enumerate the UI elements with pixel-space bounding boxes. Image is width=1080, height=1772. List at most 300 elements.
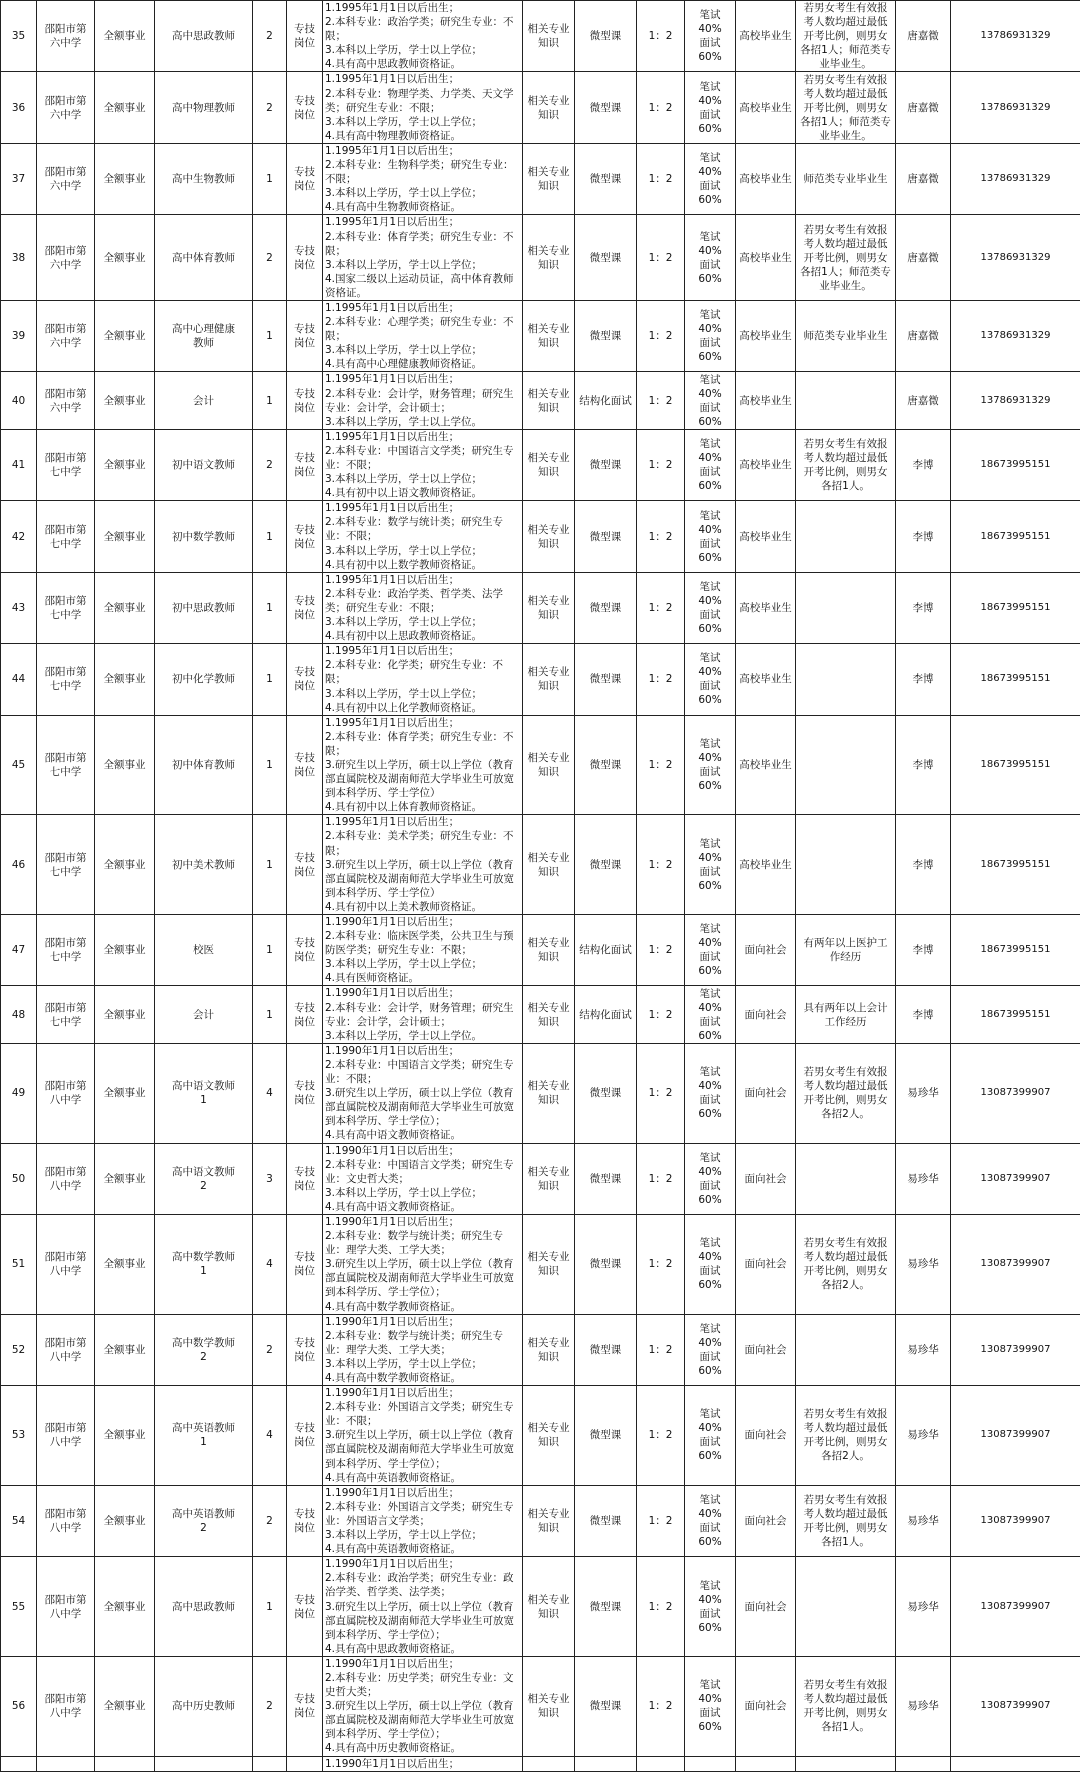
post-name — [155, 1143, 253, 1214]
post-name-line: 高中数学教师 — [158, 1250, 249, 1264]
post-name-line: 初中化学教师 — [158, 672, 249, 686]
unit-name-line: 六中学 — [40, 179, 91, 193]
written-exam-subject — [523, 1043, 575, 1143]
post-name-line: 高中思政教师 — [158, 1600, 249, 1614]
hire-count: 1 — [253, 986, 287, 1043]
unit-name-line: 邵阳市第 — [40, 1692, 91, 1706]
score-weighting-line: 面试60% — [688, 36, 732, 64]
contact-phone: 18673995151 — [951, 501, 1080, 572]
requirement-line: 4.具有初中以上语文教师资格证。 — [325, 486, 520, 500]
post-type — [287, 572, 323, 643]
table-row — [1, 1, 1080, 72]
row-number: 54 — [1, 1485, 37, 1556]
table-row — [1, 1656, 1080, 1756]
unit-name — [37, 815, 95, 915]
written-exam-subject-line: 知识 — [526, 336, 571, 350]
post-name-line: 高中体育教师 — [158, 251, 249, 265]
contact-person: 易珍华 — [896, 1656, 951, 1756]
empty-cell — [951, 1756, 1080, 1771]
score-weighting-line: 笔试40% — [688, 80, 732, 108]
post-type-line: 岗位 — [290, 608, 319, 622]
post-type — [287, 715, 323, 815]
score-weighting-line: 面试60% — [688, 537, 732, 565]
post-type-line: 专技 — [290, 523, 319, 537]
table-row — [1, 72, 1080, 143]
post-name-line: 高中数学教师 — [158, 1336, 249, 1350]
hire-count: 2 — [253, 1656, 287, 1756]
score-weighting-line: 笔试40% — [688, 1493, 732, 1521]
written-exam-subject-line: 相关专业 — [526, 751, 571, 765]
row-number: 37 — [1, 143, 37, 214]
score-weighting-line: 笔试40% — [688, 151, 732, 179]
requirement-line: 4.具有高中历史教师资格证。 — [325, 1741, 520, 1755]
post-type-line: 岗位 — [290, 179, 319, 193]
unit-name — [37, 644, 95, 715]
applicant-scope: 面向社会 — [736, 1485, 796, 1556]
post-type — [287, 429, 323, 500]
written-exam-subject — [523, 986, 575, 1043]
requirement-line: 2.本科专业：美术学类；研究生专业：不限； — [325, 829, 520, 857]
funding-type: 全额事业 — [95, 986, 155, 1043]
exam-ratio: 1：2 — [637, 986, 685, 1043]
written-exam-subject-line: 知识 — [526, 1521, 571, 1535]
post-name-line: 校医 — [158, 943, 249, 957]
contact-phone: 13786931329 — [951, 143, 1080, 214]
score-weighting-line: 面试60% — [688, 1093, 732, 1121]
requirement-line: 2.本科专业：外国语言文学类；研究生专业：外国语言文学类； — [325, 1500, 520, 1528]
written-exam-subject-line: 知识 — [526, 36, 571, 50]
written-exam-subject-line: 相关专业 — [526, 1692, 571, 1706]
contact-phone: 13087399907 — [951, 1557, 1080, 1657]
written-exam-subject-line: 相关专业 — [526, 165, 571, 179]
row-number: 53 — [1, 1386, 37, 1486]
post-type-line: 岗位 — [290, 36, 319, 50]
score-weighting-line: 面试60% — [688, 258, 732, 286]
score-weighting-line: 笔试40% — [688, 1065, 732, 1093]
exam-ratio: 1：2 — [637, 1043, 685, 1143]
contact-phone: 13087399907 — [951, 1314, 1080, 1385]
funding-type: 全额事业 — [95, 644, 155, 715]
contact-person: 易珍华 — [896, 1485, 951, 1556]
contact-phone: 13786931329 — [951, 215, 1080, 301]
requirement-line: 4.具有初中以上美术教师资格证。 — [325, 900, 520, 914]
requirements — [323, 1386, 523, 1486]
requirement-line: 3.本科以上学历，学士以上学位； — [325, 43, 520, 57]
contact-person: 易珍华 — [896, 1314, 951, 1385]
row-number: 56 — [1, 1656, 37, 1756]
post-name-line: 高中心理健康 — [158, 322, 249, 336]
requirement-line: 1.1995年1月1日以后出生； — [325, 501, 520, 515]
table-row — [1, 215, 1080, 301]
remarks: 若男女考生有效报考人数均超过最低开考比例，则男女各招1人。 — [796, 1485, 896, 1556]
unit-name-line: 六中学 — [40, 258, 91, 272]
requirement-line: 4.具有高中生物教师资格证。 — [325, 200, 520, 214]
written-exam-subject-line: 知识 — [526, 765, 571, 779]
exam-ratio: 1：2 — [637, 215, 685, 301]
interview-format: 微型课 — [575, 1557, 637, 1657]
score-weighting — [685, 143, 736, 214]
written-exam-subject-line: 相关专业 — [526, 936, 571, 950]
hire-count: 1 — [253, 572, 287, 643]
unit-name — [37, 300, 95, 371]
written-exam-subject — [523, 429, 575, 500]
hire-count: 4 — [253, 1043, 287, 1143]
hire-count: 1 — [253, 501, 287, 572]
row-number: 35 — [1, 1, 37, 72]
requirements — [323, 215, 523, 301]
unit-name-line: 六中学 — [40, 401, 91, 415]
post-name-line: 高中思政教师 — [158, 29, 249, 43]
requirement-line: 2.本科专业：体育学类；研究生专业：不限； — [325, 730, 520, 758]
unit-name-line: 邵阳市第 — [40, 936, 91, 950]
post-type — [287, 1557, 323, 1657]
post-name-line: 高中英语教师 — [158, 1421, 249, 1435]
applicant-scope: 高校毕业生 — [736, 501, 796, 572]
contact-phone: 18673995151 — [951, 986, 1080, 1043]
score-weighting-line: 面试60% — [688, 1015, 732, 1043]
remarks: 具有两年以上会计工作经历 — [796, 986, 896, 1043]
funding-type: 全额事业 — [95, 143, 155, 214]
requirement-line: 2.本科专业：数学与统计类；研究生专业：理学大类、工学大类； — [325, 1229, 520, 1257]
post-name-line: 2 — [158, 1521, 249, 1535]
post-type-line: 岗位 — [290, 1521, 319, 1535]
requirements — [323, 644, 523, 715]
exam-ratio: 1：2 — [637, 1485, 685, 1556]
requirements — [323, 715, 523, 815]
written-exam-subject-line: 相关专业 — [526, 1336, 571, 1350]
score-weighting — [685, 429, 736, 500]
post-type-line: 专技 — [290, 936, 319, 950]
contact-person: 唐嘉微 — [896, 1, 951, 72]
empty-cell — [523, 1756, 575, 1771]
written-exam-subject-line: 知识 — [526, 950, 571, 964]
score-weighting-line: 笔试40% — [688, 509, 732, 537]
score-weighting-line: 面试60% — [688, 1706, 732, 1734]
requirement-line: 2.本科专业：生物科学类；研究生专业：不限； — [325, 158, 520, 186]
requirement-line: 1.1995年1月1日以后出生； — [325, 72, 520, 86]
unit-name-line: 邵阳市第 — [40, 1165, 91, 1179]
requirement-line: 2.本科专业：临床医学类，公共卫生与预防医学类；研究生专业：不限； — [325, 929, 520, 957]
post-type — [287, 1043, 323, 1143]
requirement-line: 1.1990年1月1日以后出生； — [325, 1044, 520, 1058]
post-name — [155, 215, 253, 301]
score-weighting-line: 笔试40% — [688, 651, 732, 679]
post-type — [287, 986, 323, 1043]
remarks — [796, 372, 896, 429]
requirement-line: 2.本科专业：数学与统计类；研究生专业：理学大类、工学大类； — [325, 1329, 520, 1357]
hire-count: 1 — [253, 372, 287, 429]
hire-count: 2 — [253, 1, 287, 72]
requirements — [323, 915, 523, 986]
applicant-scope: 高校毕业生 — [736, 215, 796, 301]
applicant-scope: 面向社会 — [736, 986, 796, 1043]
interview-format: 微型课 — [575, 501, 637, 572]
score-weighting-line: 笔试40% — [688, 1579, 732, 1607]
table-row — [1, 429, 1080, 500]
score-weighting-line: 面试60% — [688, 1350, 732, 1378]
exam-ratio: 1：2 — [637, 644, 685, 715]
funding-type: 全额事业 — [95, 1557, 155, 1657]
written-exam-subject-line: 相关专业 — [526, 1079, 571, 1093]
row-number: 48 — [1, 986, 37, 1043]
score-weighting — [685, 372, 736, 429]
score-weighting — [685, 1314, 736, 1385]
score-weighting-line: 面试60% — [688, 108, 732, 136]
written-exam-subject — [523, 501, 575, 572]
contact-phone: 13087399907 — [951, 1386, 1080, 1486]
written-exam-subject-line: 知识 — [526, 1093, 571, 1107]
post-type — [287, 1656, 323, 1756]
exam-ratio: 1：2 — [637, 715, 685, 815]
written-exam-subject-line: 知识 — [526, 1264, 571, 1278]
post-type-line: 岗位 — [290, 765, 319, 779]
requirements-partial: 1.1990年1月1日以后出生； — [323, 1756, 523, 1771]
requirement-line: 2.本科专业：数学与统计类；研究生专业：不限； — [325, 515, 520, 543]
post-type-line: 专技 — [290, 1079, 319, 1093]
post-type-line: 专技 — [290, 1421, 319, 1435]
post-name-line: 初中美术教师 — [158, 858, 249, 872]
remarks: 若男女考生有效报考人数均超过最低开考比例，则男女各招1人；师范类专业毕业生。 — [796, 215, 896, 301]
requirements — [323, 1214, 523, 1314]
requirement-line: 3.本科以上学历，学士以上学位； — [325, 544, 520, 558]
post-type — [287, 372, 323, 429]
contact-phone: 13786931329 — [951, 372, 1080, 429]
requirement-line: 2.本科专业：体育学类；研究生专业：不限； — [325, 230, 520, 258]
written-exam-subject — [523, 572, 575, 643]
post-name — [155, 372, 253, 429]
score-weighting — [685, 572, 736, 643]
requirements — [323, 1656, 523, 1756]
written-exam-subject-line: 相关专业 — [526, 1001, 571, 1015]
post-name — [155, 501, 253, 572]
requirement-line: 2.本科专业：政治学类；研究生专业：不限； — [325, 15, 520, 43]
requirement-line: 1.1995年1月1日以后出生； — [325, 372, 520, 386]
remarks — [796, 572, 896, 643]
written-exam-subject-line: 相关专业 — [526, 1593, 571, 1607]
requirement-line: 2.本科专业：中国语言文学类；研究生专业：文史哲大类； — [325, 1158, 520, 1186]
requirements — [323, 572, 523, 643]
unit-name — [37, 72, 95, 143]
empty-cell — [95, 1756, 155, 1771]
interview-format: 结构化面试 — [575, 915, 637, 986]
table-row — [1, 1557, 1080, 1657]
unit-name-line: 六中学 — [40, 336, 91, 350]
exam-ratio: 1：2 — [637, 72, 685, 143]
interview-format: 微型课 — [575, 1043, 637, 1143]
requirement-line: 1.1990年1月1日以后出生； — [325, 1144, 520, 1158]
score-weighting — [685, 644, 736, 715]
unit-name-line: 邵阳市第 — [40, 1593, 91, 1607]
contact-person: 易珍华 — [896, 1214, 951, 1314]
requirement-line: 2.本科专业：政治学类、哲学类、法学类；研究生专业：不限； — [325, 587, 520, 615]
requirement-line: 1.1990年1月1日以后出生； — [325, 1386, 520, 1400]
unit-name — [37, 1557, 95, 1657]
requirement-line: 4.具有高中语文教师资格证。 — [325, 1128, 520, 1142]
table-row — [1, 1485, 1080, 1556]
written-exam-subject-line: 知识 — [526, 465, 571, 479]
post-name-line: 2 — [158, 1350, 249, 1364]
written-exam-subject — [523, 372, 575, 429]
requirements — [323, 300, 523, 371]
written-exam-subject-line: 相关专业 — [526, 523, 571, 537]
row-number: 39 — [1, 300, 37, 371]
written-exam-subject — [523, 300, 575, 371]
written-exam-subject-line: 相关专业 — [526, 451, 571, 465]
written-exam-subject-line: 知识 — [526, 608, 571, 622]
exam-ratio: 1：2 — [637, 815, 685, 915]
requirement-line: 3.研究生以上学历，硕士以上学位（教育部直属院校及湖南师范大学毕业生可放宽到本科学历、学士学位）； — [325, 1428, 520, 1470]
requirements — [323, 815, 523, 915]
requirement-line: 1.1995年1月1日以后出生； — [325, 144, 520, 158]
requirement-line: 1.1990年1月1日以后出生； — [325, 1315, 520, 1329]
score-weighting — [685, 1043, 736, 1143]
post-type — [287, 815, 323, 915]
interview-format: 微型课 — [575, 715, 637, 815]
funding-type: 全额事业 — [95, 1314, 155, 1385]
funding-type: 全额事业 — [95, 715, 155, 815]
requirement-line: 2.本科专业：会计学，财务管理；研究生专业：会计学，会计硕士； — [325, 387, 520, 415]
post-type — [287, 1143, 323, 1214]
contact-person: 唐嘉微 — [896, 143, 951, 214]
post-type-line: 专技 — [290, 665, 319, 679]
unit-name-line: 七中学 — [40, 950, 91, 964]
requirement-line: 2.本科专业：物理学类、力学类、天文学类；研究生专业：不限； — [325, 87, 520, 115]
written-exam-subject — [523, 72, 575, 143]
table-row — [1, 1214, 1080, 1314]
interview-format: 微型课 — [575, 143, 637, 214]
interview-format: 微型课 — [575, 1143, 637, 1214]
score-weighting-line: 笔试40% — [688, 922, 732, 950]
score-weighting — [685, 1386, 736, 1486]
written-exam-subject-line: 相关专业 — [526, 1421, 571, 1435]
requirement-line: 1.1990年1月1日以后出生； — [325, 915, 520, 929]
applicant-scope: 面向社会 — [736, 915, 796, 986]
funding-type: 全额事业 — [95, 72, 155, 143]
post-type-line: 岗位 — [290, 1607, 319, 1621]
exam-ratio: 1：2 — [637, 1214, 685, 1314]
post-type-line: 岗位 — [290, 1435, 319, 1449]
funding-type: 全额事业 — [95, 215, 155, 301]
funding-type: 全额事业 — [95, 1485, 155, 1556]
requirement-line: 3.本科以上学历，学士以上学位。 — [325, 415, 520, 429]
score-weighting — [685, 715, 736, 815]
row-number: 55 — [1, 1557, 37, 1657]
post-type-line: 岗位 — [290, 679, 319, 693]
score-weighting-line: 笔试40% — [688, 437, 732, 465]
post-type-line: 专技 — [290, 1593, 319, 1607]
written-exam-subject-line: 知识 — [526, 679, 571, 693]
requirement-line: 3.本科以上学历，学士以上学位； — [325, 1528, 520, 1542]
unit-name-line: 七中学 — [40, 608, 91, 622]
requirement-line: 4.具有高中数学教师资格证。 — [325, 1300, 520, 1314]
requirement-line: 1.1995年1月1日以后出生； — [325, 573, 520, 587]
unit-name-line: 八中学 — [40, 1706, 91, 1720]
row-number: 44 — [1, 644, 37, 715]
requirement-line: 4.国家二级以上运动员证，高中体育教师资格证。 — [325, 272, 520, 300]
unit-name-line: 邵阳市第 — [40, 1079, 91, 1093]
table-row — [1, 1386, 1080, 1486]
hire-count: 1 — [253, 644, 287, 715]
written-exam-subject-line: 知识 — [526, 179, 571, 193]
table-row — [1, 1043, 1080, 1143]
requirement-line: 4.具有初中以上化学教师资格证。 — [325, 701, 520, 715]
requirement-line: 1.1995年1月1日以后出生； — [325, 1, 520, 15]
contact-person: 李博 — [896, 815, 951, 915]
interview-format: 微型课 — [575, 1485, 637, 1556]
score-weighting-line: 笔试40% — [688, 580, 732, 608]
post-type-line: 专技 — [290, 1001, 319, 1015]
empty-cell — [575, 1756, 637, 1771]
empty-cell — [896, 1756, 951, 1771]
unit-name — [37, 572, 95, 643]
written-exam-subject — [523, 1214, 575, 1314]
exam-ratio: 1：2 — [637, 501, 685, 572]
funding-type: 全额事业 — [95, 1656, 155, 1756]
post-name — [155, 1, 253, 72]
requirement-line: 2.本科专业：会计学，财务管理；研究生专业：会计学，会计硕士； — [325, 1001, 520, 1029]
requirement-line: 2.本科专业：中国语言文学类；研究生专业：不限； — [325, 1058, 520, 1086]
contact-person: 易珍华 — [896, 1143, 951, 1214]
unit-name — [37, 1314, 95, 1385]
score-weighting — [685, 215, 736, 301]
post-type-line: 岗位 — [290, 865, 319, 879]
unit-name-line: 八中学 — [40, 1521, 91, 1535]
remarks — [796, 1314, 896, 1385]
post-type — [287, 143, 323, 214]
interview-format: 微型课 — [575, 429, 637, 500]
requirement-line: 3.本科以上学历，学士以上学位； — [325, 472, 520, 486]
exam-ratio: 1：2 — [637, 429, 685, 500]
remarks: 有两年以上医护工作经历 — [796, 915, 896, 986]
written-exam-subject — [523, 815, 575, 915]
post-type-line: 岗位 — [290, 1350, 319, 1364]
written-exam-subject — [523, 1, 575, 72]
applicant-scope: 高校毕业生 — [736, 715, 796, 815]
remarks: 若男女考生有效报考人数均超过最低开考比例，则男女各招1人。 — [796, 1656, 896, 1756]
hire-count: 4 — [253, 1386, 287, 1486]
post-type — [287, 1314, 323, 1385]
post-type-line: 专技 — [290, 387, 319, 401]
score-weighting-line: 笔试40% — [688, 1236, 732, 1264]
table-row — [1, 1314, 1080, 1385]
remarks — [796, 501, 896, 572]
post-type-line: 专技 — [290, 1250, 319, 1264]
contact-person: 李博 — [896, 429, 951, 500]
contact-phone: 13786931329 — [951, 300, 1080, 371]
score-weighting-line: 面试60% — [688, 1521, 732, 1549]
written-exam-subject — [523, 1557, 575, 1657]
written-exam-subject — [523, 915, 575, 986]
empty-cell — [155, 1756, 253, 1771]
requirement-line: 4.具有高中思政教师资格证。 — [325, 57, 520, 71]
empty-cell — [736, 1756, 796, 1771]
unit-name — [37, 915, 95, 986]
requirement-line: 1.1995年1月1日以后出生； — [325, 430, 520, 444]
requirements — [323, 1143, 523, 1214]
unit-name-line: 邵阳市第 — [40, 322, 91, 336]
written-exam-subject — [523, 143, 575, 214]
unit-name — [37, 1043, 95, 1143]
post-name — [155, 1386, 253, 1486]
requirement-line: 2.本科专业：化学类；研究生专业：不限； — [325, 658, 520, 686]
score-weighting-line: 面试60% — [688, 1607, 732, 1635]
written-exam-subject-line: 知识 — [526, 1706, 571, 1720]
requirements — [323, 1314, 523, 1385]
applicant-scope: 高校毕业生 — [736, 429, 796, 500]
hire-count: 1 — [253, 715, 287, 815]
funding-type: 全额事业 — [95, 915, 155, 986]
table-row — [1, 143, 1080, 214]
